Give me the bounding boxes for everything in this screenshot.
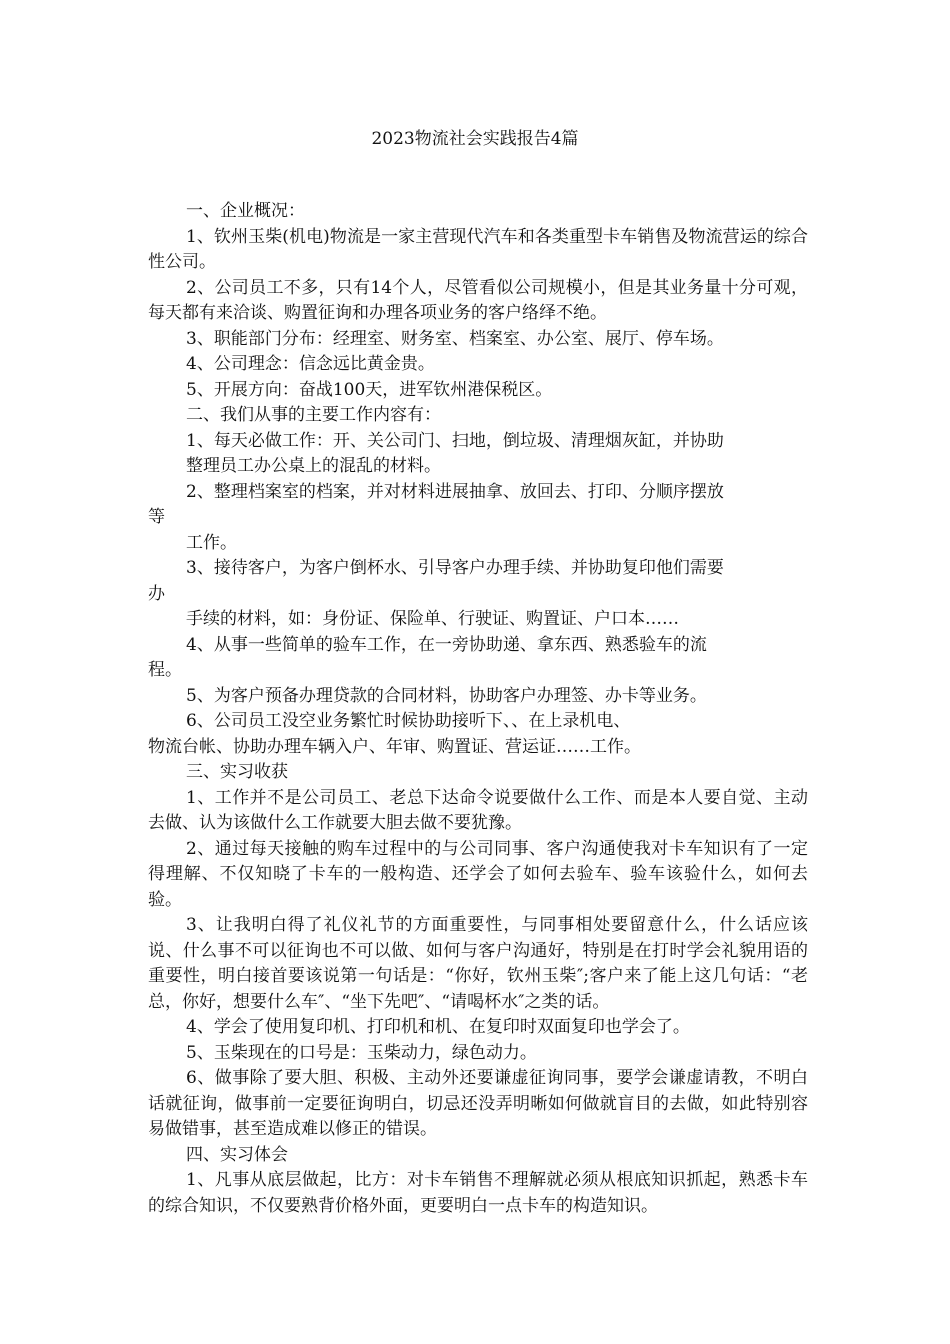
text-line: 整理员工办公桌上的混乱的材料。 — [186, 456, 441, 476]
section-heading: 二、我们从事的主要工作内容有： — [186, 405, 441, 425]
document-title: 2023物流社会实践报告4篇 — [371, 129, 579, 149]
paragraph: 1、钦州玉柴(机电)物流是一家主营现代汽车和各类重型卡车销售及物流营运的综合性公司。 — [148, 226, 808, 272]
text-line: 6、公司员工没空业务繁忙时候协助接听下、、在上录机电、 — [186, 711, 631, 731]
text-line: 办 — [148, 583, 165, 604]
section-heading: 三、实习收获 — [186, 762, 288, 782]
paragraph: 1、凡事从底层做起，比方：对卡车销售不理解就必须从根底知识抓起，熟悉卡车的综合知识，不仅要熟背价格外面，更要明白一点卡车的构造知识。 — [148, 1170, 808, 1216]
text-line: 2、整理档案室的档案，并对材料进展抽拿、放回去、打印、分顺序摆放 — [186, 481, 724, 502]
text-line: 等 — [148, 507, 165, 527]
paragraph: 1、工作并不是公司员工、老总下达命令说要做什么工作、而是本人要自觉、主动去做、认为该做什么工作就要大胆去做不要犹豫。 — [148, 787, 808, 833]
paragraph: 5、玉柴现在的口号是：玉柴动力，绿色动力。 — [186, 1042, 537, 1063]
document-body — [148, 199, 808, 1219]
text-line: 工作。 — [186, 532, 237, 553]
text-line: 程。 — [148, 660, 182, 680]
paragraph: 6、做事除了要大胆、积极、主动外还要谦虚征询同事，要学会谦虚请教，不明白话就征询，做事前一定要征询明白，切忌还没弄明晰如何做就盲目的去做，如此特别容易做错事，甚至造成难以修正的错误。 — [148, 1068, 808, 1139]
paragraph: 4、学会了使用复印机、打印机和机、在复印时双面复印也学会了。 — [186, 1017, 690, 1037]
paragraph: 3、职能部门分布：经理室、财务室、档案室、办公室、展厅、停车场。 — [186, 328, 724, 349]
text-line: 物流台帐、协助办理车辆入户、年审、购置证、营运证……工作。 — [148, 736, 641, 757]
paragraph: 2、通过每天接触的购车过程中的与公司同事、客户沟通使我对卡车知识有了一定得理解、不仅知晓了卡车的一般构造、还学会了如何去验车、验车该验什么，如何去验。 — [148, 838, 808, 910]
paragraph: 5、开展方向：奋战100天，进军钦州港保税区。 — [186, 379, 553, 400]
section-heading: 一、企业概况： — [186, 201, 305, 221]
paragraph: 4、公司理念：信念远比黄金贵。 — [186, 354, 435, 374]
text-line: 手续的材料，如：身份证、保险单、行驶证、购置证、户口本…… — [186, 609, 679, 629]
paragraph: 2、公司员工不多，只有14个人，尽管看似公司规模小，但是其业务量十分可观，每天都有来洽谈、购置征询和办理各项业务的客户络绎不绝。 — [148, 277, 808, 323]
text-line: 1、每天必做工作：开、关公司门、扫地，倒垃圾、清理烟灰缸，并协助 — [186, 430, 724, 451]
paragraph: 3、让我明白得了礼仪礼节的方面重要性，与同事相处要留意什么，什么话应该说、什么事不可以征询也不可以做、如何与客户沟通好，特别是在打时学会礼貌用语的重要性，明白接首要该说第一句话是：“你好，钦州玉柴″;客户来了能上这几句话：“老总，你好，想要什么车″、“坐下先吧″、“请喝杯水″之类的话。 — [148, 915, 808, 1012]
text-line: 3、接待客户，为客户倒杯水、引导客户办理手续、并协助复印他们需要 — [186, 558, 724, 578]
text-line: 4、从事一些简单的验车工作，在一旁协助递、拿东西、熟悉验车的流 — [186, 634, 707, 655]
text-line: 5、为客户预备办理贷款的合同材料，协助客户办理签、办卡等业务。 — [186, 685, 707, 706]
section-heading: 四、实习体会 — [186, 1144, 288, 1165]
